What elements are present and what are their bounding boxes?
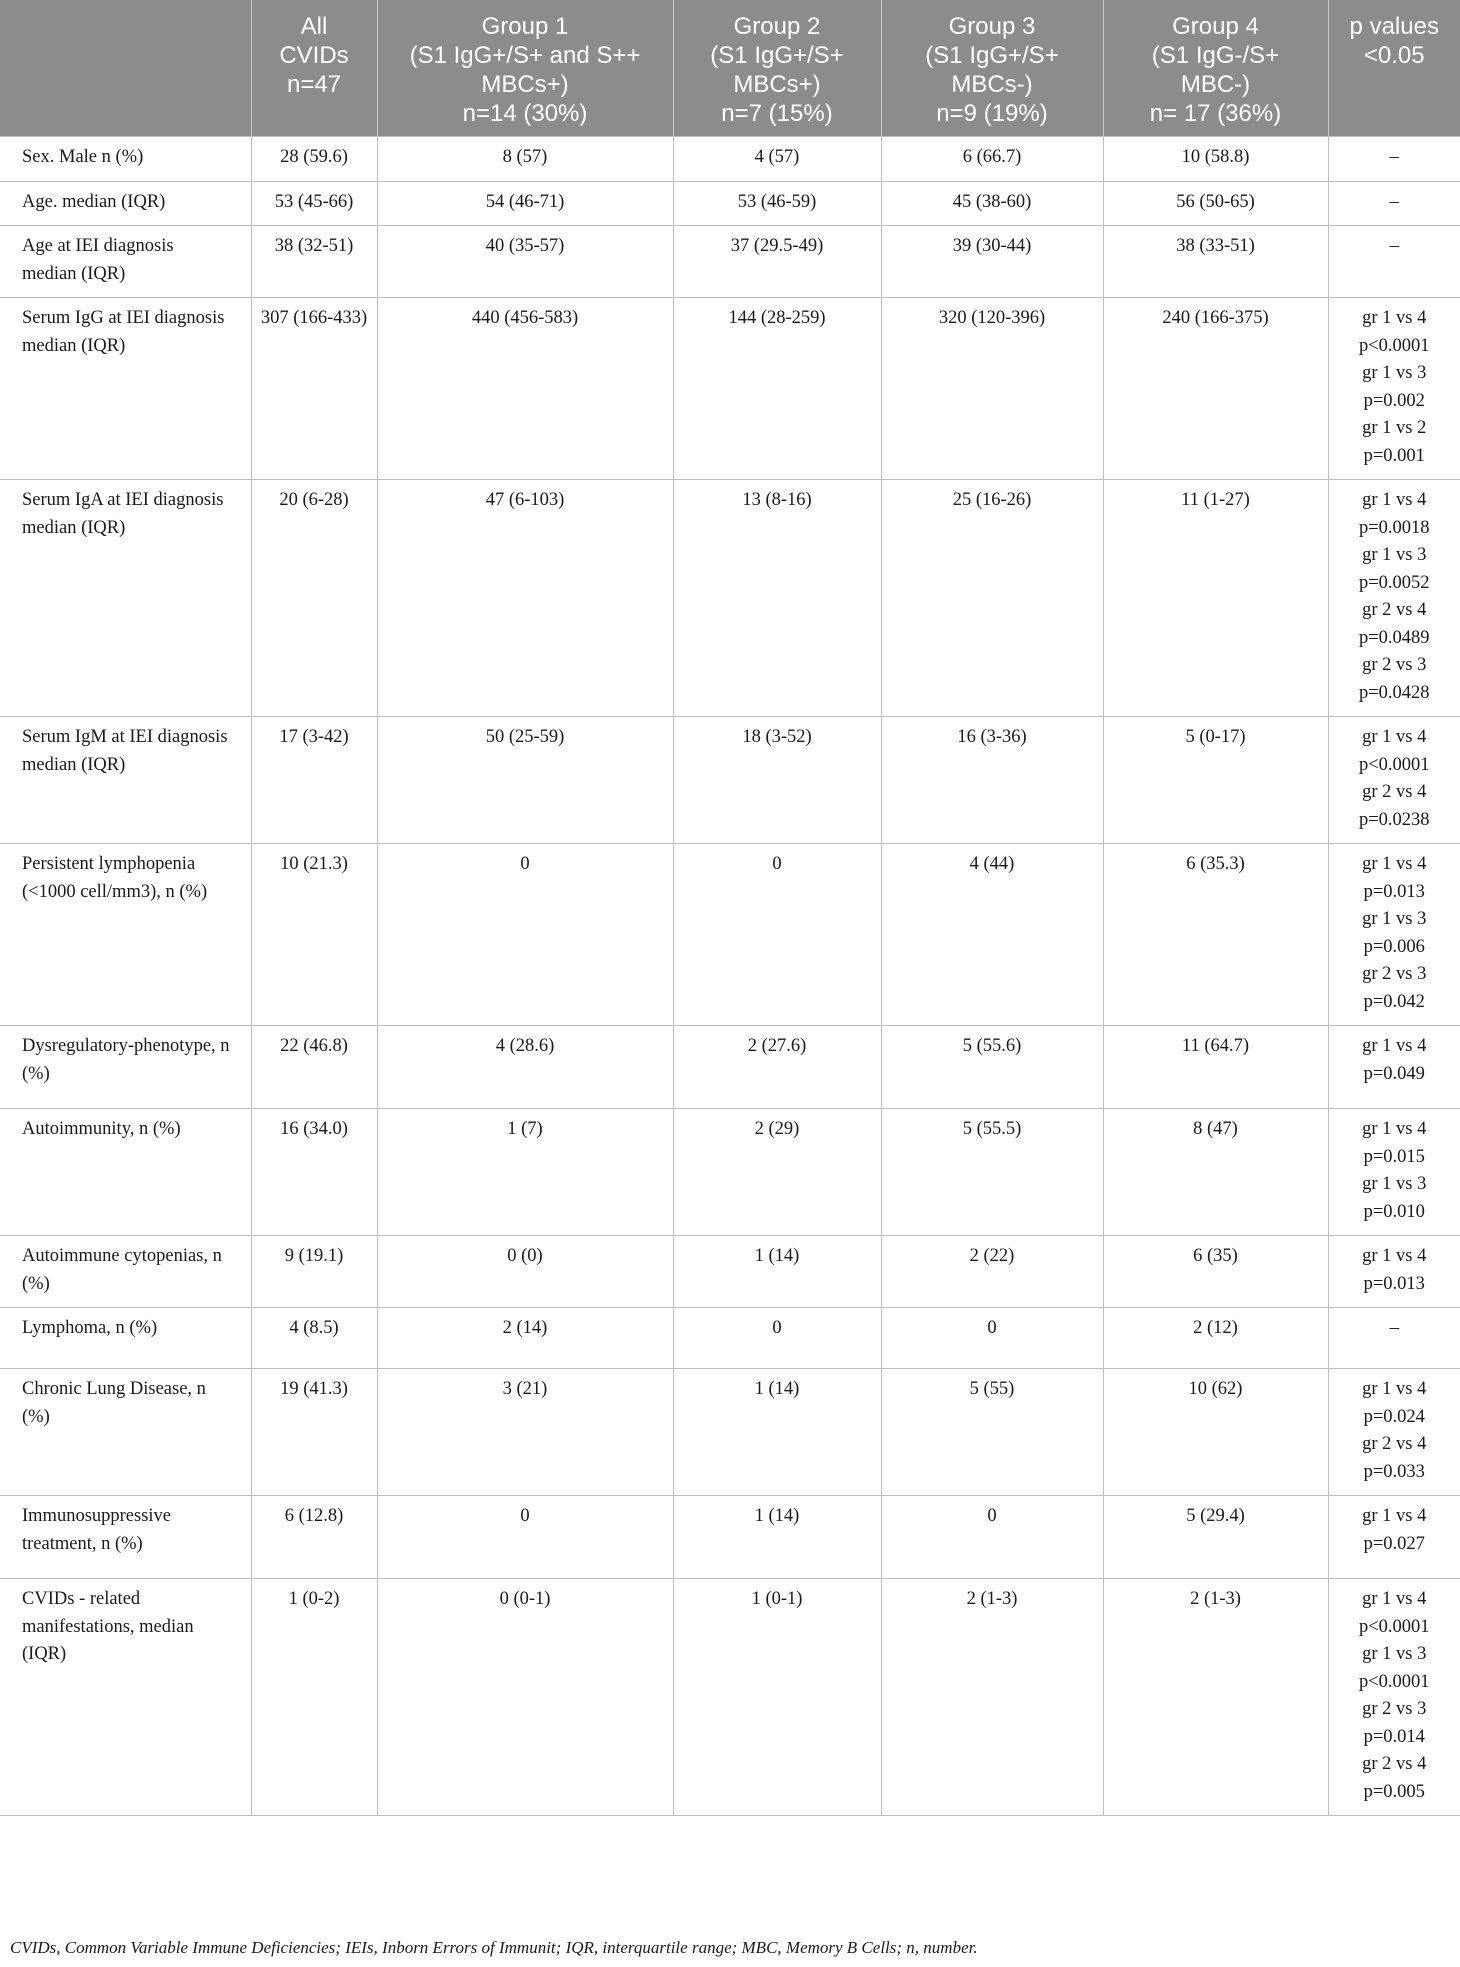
p-value-line: gr 2 vs 4 [1362, 1434, 1427, 1454]
data-cell: 0 [881, 1308, 1103, 1369]
p-value-cell [1328, 298, 1460, 480]
data-cell: 1 (7) [377, 1109, 673, 1236]
p-value-cell [1328, 1369, 1460, 1496]
p-value-line: – [1389, 1318, 1399, 1338]
data-cell: 5 (29.4) [1103, 1496, 1328, 1579]
p-value-line: p<0.0001 [1358, 1616, 1430, 1637]
data-cell: 0 [673, 844, 881, 1026]
data-cell: 39 (30-44) [881, 226, 1103, 298]
header-line: n= 17 (36%) [1149, 100, 1282, 127]
p-value-line: – [1389, 191, 1399, 212]
data-cell: 5 (0-17) [1103, 717, 1328, 844]
header-cell-group-2 [673, 0, 881, 137]
data-cell: 144 (28-259) [673, 298, 881, 480]
p-value-line: p=0.013 [1363, 1273, 1425, 1294]
p-value-line: gr 2 vs 3 [1362, 655, 1427, 675]
p-value-line: gr 1 vs 3 [1362, 909, 1427, 929]
data-cell: 5 (55) [881, 1369, 1103, 1496]
data-cell: 53 (46-59) [673, 181, 881, 226]
p-value-line: p=0.0428 [1358, 682, 1430, 703]
data-cell: 4 (28.6) [377, 1026, 673, 1109]
p-value-line: gr 1 vs 4 [1362, 854, 1427, 874]
data-cell: 8 (47) [1103, 1109, 1328, 1236]
header-cell-all-cvids [251, 0, 377, 137]
data-cell: 1 (0-1) [673, 1579, 881, 1816]
p-value-line: – [1389, 147, 1399, 167]
table-row [0, 1496, 1460, 1579]
data-cell: 1 (0-2) [251, 1579, 377, 1816]
data-cell: 2 (1-3) [881, 1579, 1103, 1816]
header-line: p values [1349, 13, 1439, 40]
p-value-cell [1328, 1496, 1460, 1579]
p-value-cell [1328, 480, 1460, 717]
row-label: Chronic Lung Disease, n (%) [0, 1369, 251, 1496]
header-line: Group 3 [948, 13, 1036, 40]
table-row [0, 226, 1460, 298]
header-cell-p-values [1328, 0, 1460, 137]
data-cell: 56 (50-65) [1103, 181, 1328, 226]
table-row [0, 181, 1460, 226]
p-value-cell [1328, 226, 1460, 298]
p-value-line: p=0.002 [1363, 390, 1425, 411]
header-line: n=7 (15%) [721, 100, 833, 127]
row-label: Age at IEI diagnosis median (IQR) [0, 226, 251, 298]
p-value-line: gr 2 vs 3 [1362, 964, 1427, 984]
table-row [0, 717, 1460, 844]
p-value-cell [1328, 1109, 1460, 1236]
p-value-cell [1328, 1308, 1460, 1369]
data-cell: 16 (34.0) [251, 1109, 377, 1236]
data-cell: 0 [881, 1496, 1103, 1579]
header-line: (S1 IgG+/S+ [925, 42, 1059, 69]
p-value-line: p=0.0238 [1358, 809, 1430, 830]
header-cell-group-3 [881, 0, 1103, 137]
p-value-line: gr 1 vs 4 [1362, 727, 1427, 747]
p-value-line: p=0.024 [1363, 1406, 1425, 1427]
p-value-line: p<0.0001 [1358, 335, 1430, 356]
table-footnote: CVIDs, Common Variable Immune Deficiencies; IEIs, Inborn Errors of Immunit; IQR, interquartile range; MBC, Memory B Cells; n, number. [10, 1938, 978, 1957]
data-cell: 50 (25-59) [377, 717, 673, 844]
data-cell: 10 (21.3) [251, 844, 377, 1026]
header-cell-group-4 [1103, 0, 1328, 137]
table-row [0, 298, 1460, 480]
row-label: Autoimmunity, n (%) [0, 1109, 251, 1236]
p-value-line: gr 2 vs 3 [1362, 1699, 1427, 1719]
data-cell: 1 (14) [673, 1236, 881, 1308]
header-line: MBCs+) [481, 71, 569, 98]
p-value-line: – [1389, 236, 1399, 256]
data-cell: 0 [377, 1496, 673, 1579]
p-value-line: gr 1 vs 3 [1362, 1644, 1427, 1664]
data-cell: 440 (456-583) [377, 298, 673, 480]
table-row [0, 137, 1460, 182]
p-value-line: p=0.033 [1363, 1461, 1425, 1482]
data-cell: 53 (45-66) [251, 181, 377, 226]
p-value-line: p=0.006 [1363, 936, 1425, 957]
table-row [0, 1369, 1460, 1496]
data-cell: 38 (32-51) [251, 226, 377, 298]
table-row [0, 480, 1460, 717]
p-value-line: p=0.042 [1363, 991, 1425, 1012]
row-label: Serum IgM at IEI diagnosis median (IQR) [0, 717, 251, 844]
row-label: Dysregulatory-phenotype, n (%) [0, 1026, 251, 1109]
data-cell: 3 (21) [377, 1369, 673, 1496]
p-value-cell [1328, 1579, 1460, 1816]
row-label: CVIDs - related manifestations, median (IQR) [0, 1579, 251, 1816]
data-cell: 6 (66.7) [881, 137, 1103, 182]
data-cell: 17 (3-42) [251, 717, 377, 844]
p-value-line: gr 1 vs 4 [1362, 1589, 1427, 1609]
header-line: n=14 (30%) [462, 100, 588, 127]
p-value-line: gr 2 vs 4 [1362, 782, 1427, 802]
p-value-line: p<0.0001 [1358, 754, 1430, 775]
p-value-line: p=0.001 [1363, 445, 1425, 466]
p-value-cell [1328, 137, 1460, 182]
data-cell: 20 (6-28) [251, 480, 377, 717]
data-cell: 320 (120-396) [881, 298, 1103, 480]
table-body [0, 137, 1460, 1816]
data-cell: 8 (57) [377, 137, 673, 182]
p-value-line: p<0.0001 [1358, 1671, 1430, 1692]
p-value-line: gr 1 vs 4 [1362, 1036, 1427, 1056]
p-value-line: gr 1 vs 4 [1362, 308, 1427, 328]
header-line: n=9 (19%) [936, 100, 1048, 127]
p-value-line: gr 1 vs 4 [1362, 1119, 1427, 1139]
p-value-line: gr 1 vs 4 [1362, 490, 1427, 510]
p-value-line: p=0.0489 [1358, 627, 1430, 648]
data-cell: 4 (44) [881, 844, 1103, 1026]
header-cell-blank [0, 0, 251, 137]
table-row [0, 1579, 1460, 1816]
data-cell: 13 (8-16) [673, 480, 881, 717]
data-cell: 5 (55.5) [881, 1109, 1103, 1236]
p-value-line: p=0.0018 [1358, 517, 1430, 538]
data-cell: 2 (1-3) [1103, 1579, 1328, 1816]
data-cell: 38 (33-51) [1103, 226, 1328, 298]
p-value-line: p=0.0052 [1358, 572, 1430, 593]
data-cell: 45 (38-60) [881, 181, 1103, 226]
data-cell: 2 (29) [673, 1109, 881, 1236]
row-label: Serum IgG at IEI diagnosis median (IQR) [0, 298, 251, 480]
header-line: CVIDs [279, 42, 349, 69]
p-value-line: p=0.027 [1363, 1533, 1425, 1554]
header-line: (S1 IgG-/S+ [1151, 42, 1280, 69]
p-value-line: gr 1 vs 4 [1362, 1379, 1427, 1399]
row-label: Immunosuppressive treatment, n (%) [0, 1496, 251, 1579]
p-value-cell [1328, 844, 1460, 1026]
p-value-line: p=0.005 [1363, 1781, 1425, 1802]
p-value-cell [1328, 1236, 1460, 1308]
p-value-line: p=0.049 [1363, 1063, 1425, 1084]
p-value-cell [1328, 717, 1460, 844]
data-cell: 5 (55.6) [881, 1026, 1103, 1109]
data-cell: 22 (46.8) [251, 1026, 377, 1109]
data-cell: 10 (62) [1103, 1369, 1328, 1496]
data-cell: 2 (12) [1103, 1308, 1328, 1369]
p-value-line: p=0.014 [1363, 1726, 1425, 1747]
data-cell: 1 (14) [673, 1496, 881, 1579]
row-label: Persistent lymphopenia (<1000 cell/mm3), n (%) [0, 844, 251, 1026]
data-cell: 2 (27.6) [673, 1026, 881, 1109]
header-line: <0.05 [1363, 42, 1425, 69]
data-cell: 25 (16-26) [881, 480, 1103, 717]
data-cell: 19 (41.3) [251, 1369, 377, 1496]
data-cell: 4 (57) [673, 137, 881, 182]
data-cell: 4 (8.5) [251, 1308, 377, 1369]
header-line: MBCs-) [951, 71, 1033, 98]
row-label: Lymphoma, n (%) [0, 1308, 251, 1369]
data-cell: 28 (59.6) [251, 137, 377, 182]
data-cell: 2 (14) [377, 1308, 673, 1369]
data-cell: 47 (6-103) [377, 480, 673, 717]
row-label: Sex. Male n (%) [0, 137, 251, 182]
data-cell: 54 (46-71) [377, 181, 673, 226]
data-cell: 0 [673, 1308, 881, 1369]
table-row [0, 1236, 1460, 1308]
data-cell: 0 (0-1) [377, 1579, 673, 1816]
row-label: Serum IgA at IEI diagnosis median (IQR) [0, 480, 251, 717]
p-value-line: gr 1 vs 2 [1362, 418, 1427, 438]
header-line: n=47 [286, 71, 342, 98]
table-row [0, 1308, 1460, 1369]
p-value-line: p=0.015 [1363, 1146, 1425, 1167]
data-cell: 11 (1-27) [1103, 480, 1328, 717]
row-label: Autoimmune cytopenias, n (%) [0, 1236, 251, 1308]
header-line: All [300, 13, 328, 40]
data-cell: 9 (19.1) [251, 1236, 377, 1308]
data-cell: 0 [377, 844, 673, 1026]
table-row [0, 1109, 1460, 1236]
row-label: Age. median (IQR) [0, 181, 251, 226]
p-value-line: gr 1 vs 3 [1362, 1174, 1427, 1194]
header-row [0, 0, 1460, 137]
header-line: Group 2 [733, 13, 821, 40]
table-row [0, 844, 1460, 1026]
header-line: (S1 IgG+/S+ [710, 42, 844, 69]
p-value-cell [1328, 1026, 1460, 1109]
data-cell: 40 (35-57) [377, 226, 673, 298]
data-cell: 11 (64.7) [1103, 1026, 1328, 1109]
data-cell: 6 (12.8) [251, 1496, 377, 1579]
header-line: Group 4 [1172, 13, 1259, 40]
data-cell: 240 (166-375) [1103, 298, 1328, 480]
p-value-line: gr 1 vs 4 [1362, 1506, 1427, 1526]
header-line: MBC-) [1180, 71, 1251, 98]
header-cell-group-1 [377, 0, 673, 137]
header-line: Group 1 [481, 13, 569, 40]
data-cell: 16 (3-36) [881, 717, 1103, 844]
header-line: (S1 IgG+/S+ and S++ [409, 42, 641, 69]
p-value-line: gr 2 vs 4 [1362, 1754, 1427, 1774]
data-cell: 2 (22) [881, 1236, 1103, 1308]
data-cell: 37 (29.5-49) [673, 226, 881, 298]
p-value-line: gr 1 vs 3 [1362, 363, 1427, 383]
data-cell: 6 (35.3) [1103, 844, 1328, 1026]
table-row [0, 1026, 1460, 1109]
header-line: MBCs+) [733, 71, 821, 98]
data-cell: 1 (14) [673, 1369, 881, 1496]
p-value-line: p=0.013 [1363, 881, 1425, 902]
p-value-line: gr 1 vs 3 [1362, 545, 1427, 565]
p-value-line: gr 2 vs 4 [1362, 600, 1427, 620]
data-cell: 18 (3-52) [673, 717, 881, 844]
p-value-cell [1328, 181, 1460, 226]
p-value-line: p=0.010 [1363, 1201, 1425, 1222]
data-cell: 6 (35) [1103, 1236, 1328, 1308]
data-cell: 307 (166-433) [251, 298, 377, 480]
data-cell: 10 (58.8) [1103, 137, 1328, 182]
p-value-line: gr 1 vs 4 [1362, 1246, 1427, 1266]
data-cell: 0 (0) [377, 1236, 673, 1308]
